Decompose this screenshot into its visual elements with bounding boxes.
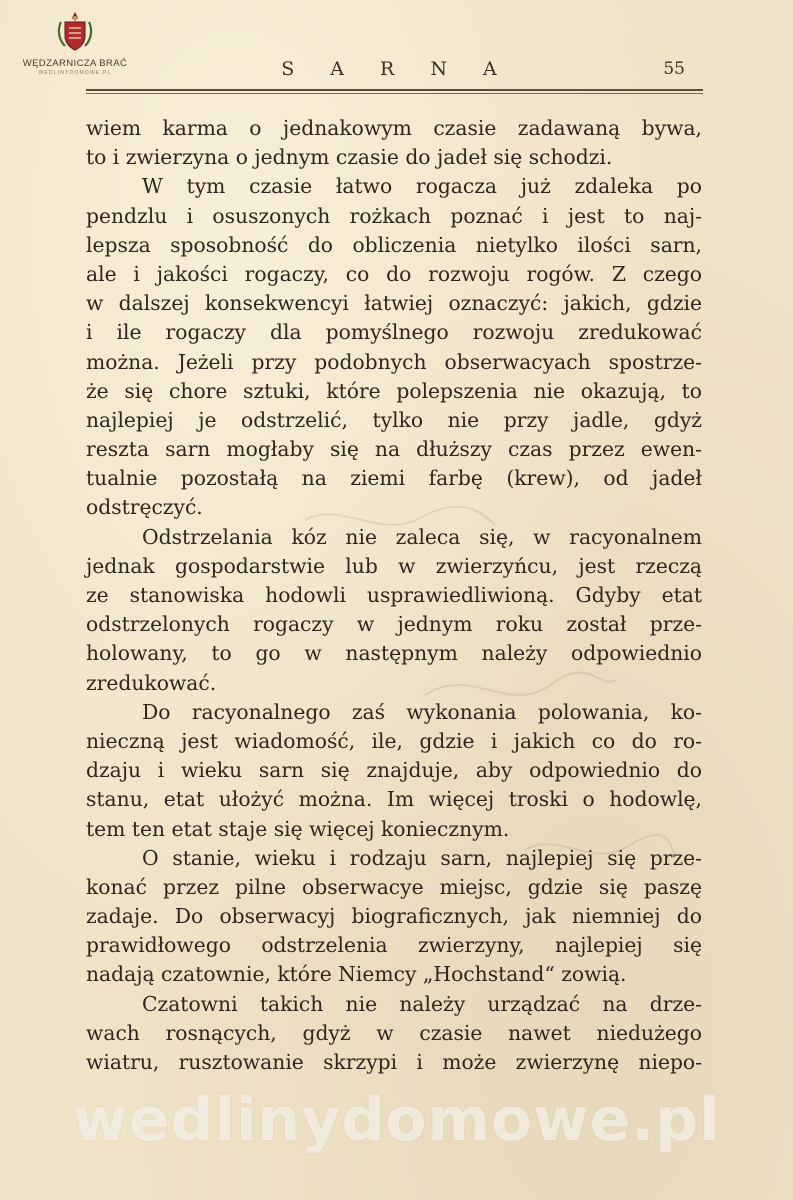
text-line: odstrzelonych rogaczy w jednym roku został prze- <box>86 612 702 637</box>
text-line: zadaje. Do obserwacyj biograficznych, jak niemniej do <box>86 904 702 929</box>
text-line: nadają czatownie, które Niemcy „Hochstand“ zowią. <box>86 962 627 987</box>
text-line: to i zwierzyna o jednym czasie do jadeł się schodzi. <box>86 145 613 170</box>
text-line: ze stanowiska hodowli usprawiedliwioną. Gdyby etat <box>86 583 702 607</box>
page-number: 55 <box>663 59 685 79</box>
text-line: tem ten etat staje się więcej koniecznym. <box>86 816 510 841</box>
text-line: Do racyonalnego zaś wykonania polowania, ko- <box>142 699 702 724</box>
text-line: że się chore sztuki, które polepszenia nie okazują, to <box>86 378 702 403</box>
text-line: dzaju i wieku sarn się znajduje, aby odpowiednio do <box>86 758 702 783</box>
text-line: lepsza sposobność do obliczenia nietylko ilości sarn, <box>86 232 702 257</box>
header-rule-thin <box>86 93 703 94</box>
text-line: wiatru, rusztowanie skrzypi i może zwierzynę niepo- <box>86 1050 702 1074</box>
text-line: jednak gospodarstwie lub w zwierzyńcu, jest rzeczą <box>86 553 702 578</box>
text-line: O stanie, wieku i rodzaju sarn, najlepiej się prze- <box>142 845 702 870</box>
text-line: można. Jeżeli przy podobnych obserwacyach spostrze- <box>86 349 702 374</box>
coat-of-arms-icon <box>53 10 97 54</box>
text-line: ale i jakości rogaczy, co do rozwoju rogów. Z czego <box>86 261 702 286</box>
text-line: i ile rogaczy dla pomyślnego rozwoju zredukować <box>86 320 702 345</box>
text-line: Czatowni takich nie należy urządzać na drze- <box>142 991 702 1016</box>
text-line: najlepiej je odstrzelić, tylko nie przy jadle, gdyż <box>86 407 702 432</box>
watermark-text: wedlinydomowe.pl <box>72 1085 721 1155</box>
logo-subtitle: WEDLINYDOMOWE.PL <box>38 70 112 76</box>
text-line: zredukować. <box>86 670 217 695</box>
text-line: w dalszej konsekwencyi łatwiej oznaczyć: jakich, gdzie <box>86 291 702 316</box>
text-line: stanu, etat ułożyć można. Im więcej troski o hodowlę, <box>86 787 702 812</box>
body-text <box>86 114 702 1077</box>
running-title: S A R N A <box>281 58 512 80</box>
text-line: reszta sarn mogłaby się na dłuższy czas przez ewen- <box>86 437 702 462</box>
text-line: konać przez pilne obserwacye miejsc, gdzie się paszę <box>86 874 702 899</box>
text-line: wach rosnących, gdyż w czasie nawet niedużego <box>86 1020 702 1045</box>
logo-name: WĘDZARNICZA BRAĆ <box>22 58 128 69</box>
text-line: pendzlu i osuszonych rożkach poznać i jest to naj- <box>86 203 702 228</box>
text-line: tualnie pozostałą na ziemi farbę (krew), od jadeł <box>86 466 702 491</box>
header-rule <box>86 89 703 91</box>
page-header <box>90 58 703 88</box>
text-line: odstręczyć. <box>86 495 203 520</box>
text-line: Odstrzelania kóz nie zaleca się, w racyonalnem <box>142 524 702 549</box>
text-line: prawidłowego odstrzelenia zwierzyny, najlepiej się <box>86 933 702 958</box>
text-line: nieczną jest wiadomość, ile, gdzie i jakich co do ro- <box>86 728 702 753</box>
text-line: holowany, to go w następnym należy odpowiednio <box>86 641 702 666</box>
text-line: W tym czasie łatwo rogacza już zdaleka po <box>142 174 702 199</box>
text-line: wiem karma o jednakowym czasie zadawaną bywa, <box>86 116 702 140</box>
